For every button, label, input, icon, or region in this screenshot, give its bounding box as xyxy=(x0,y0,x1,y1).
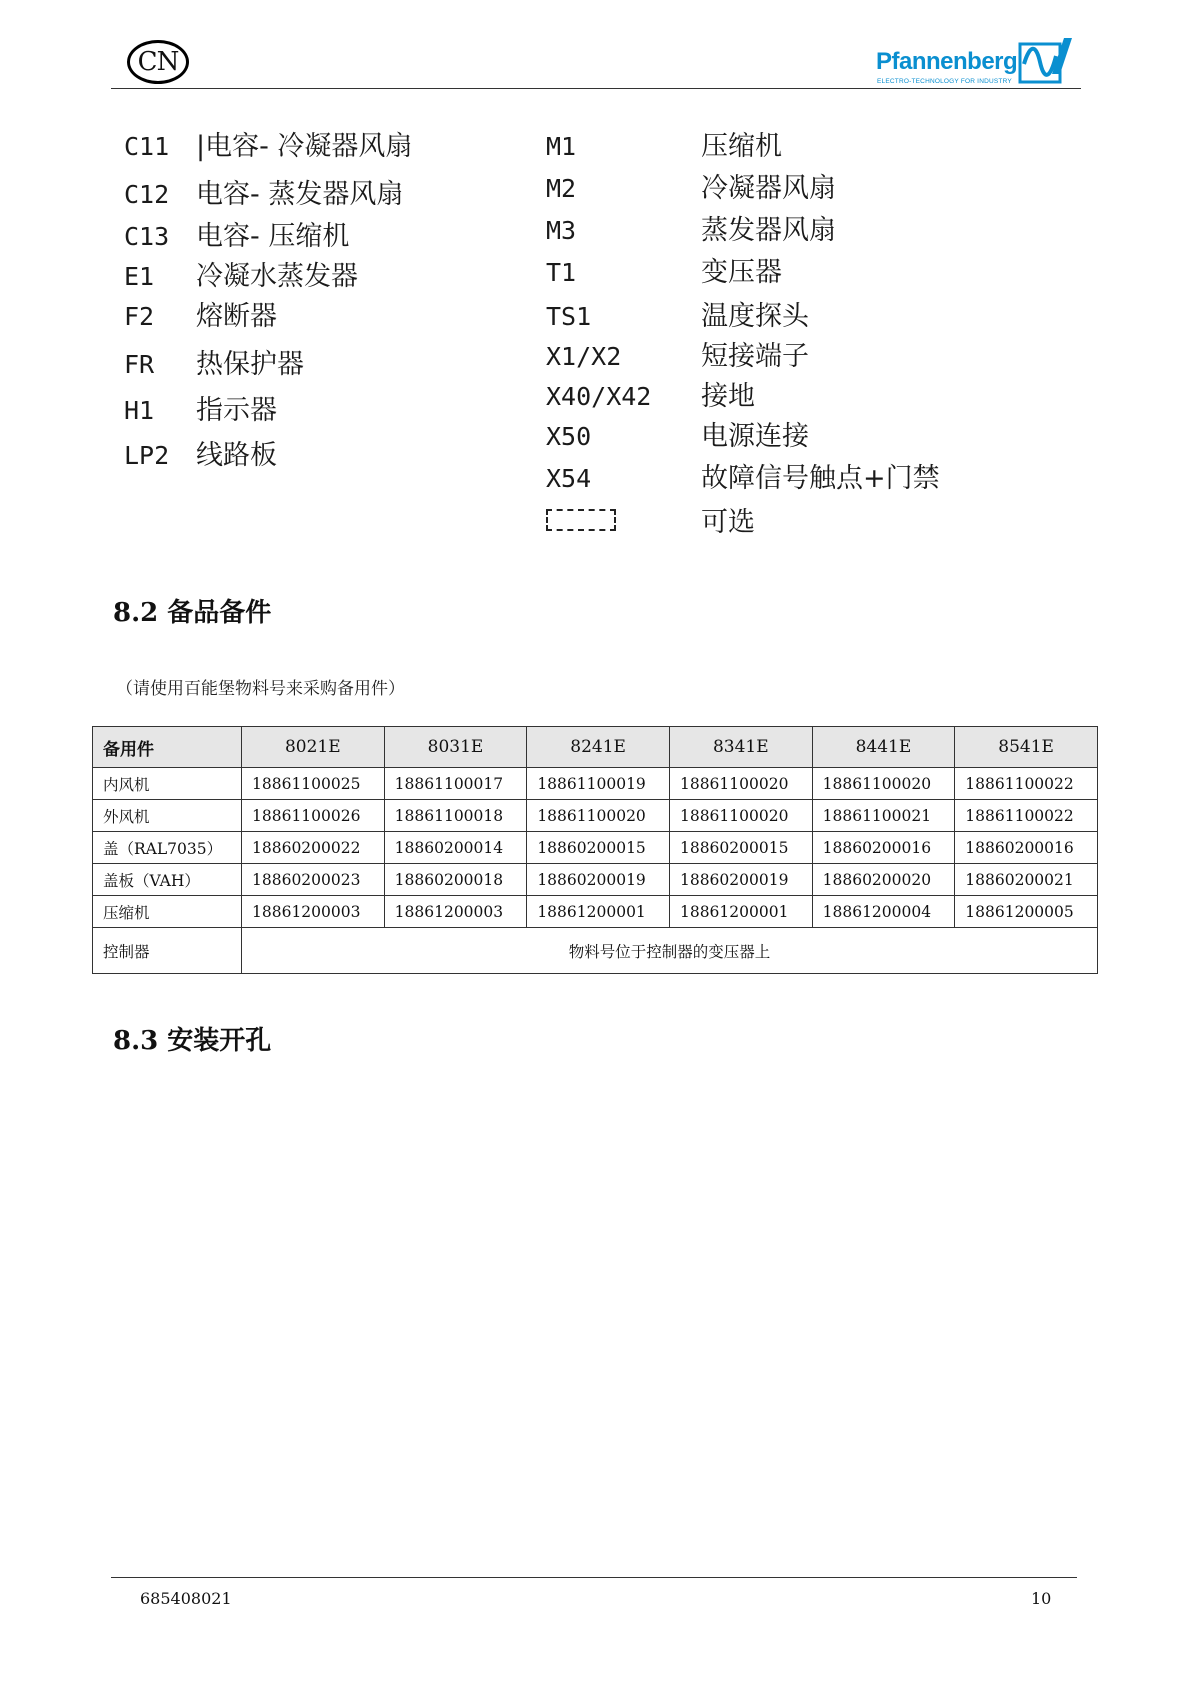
legend-item xyxy=(546,166,836,205)
row-label: 外风机 xyxy=(93,800,242,832)
legend-desc: 接地 xyxy=(701,381,755,412)
part-number: 18861100017 xyxy=(384,768,527,800)
legend-item xyxy=(546,124,782,163)
row-label: 控制器 xyxy=(93,928,242,974)
part-number: 18861100020 xyxy=(669,768,812,800)
legend-desc: 熔断器 xyxy=(196,301,277,332)
row-label: 压缩机 xyxy=(93,896,242,928)
legend-desc: 电容- 压缩机 xyxy=(196,221,350,252)
brand-tagline: ELECTRO-TECHNOLOGY FOR INDUSTRY xyxy=(877,78,1012,85)
page-number: 10 xyxy=(1031,1589,1052,1608)
legend-item xyxy=(124,124,412,163)
legend-desc: 热保护器 xyxy=(196,349,304,380)
legend-desc: 可选 xyxy=(701,507,755,538)
legend-code: E1 xyxy=(124,262,155,291)
header-cell-model: 8541E xyxy=(955,727,1098,768)
row-label: 内风机 xyxy=(93,768,242,800)
legend-code: M1 xyxy=(546,132,577,161)
legend-item xyxy=(546,414,809,453)
country-badge: CN xyxy=(127,40,189,84)
part-number: 18861100020 xyxy=(812,768,955,800)
legend-code: LP2 xyxy=(124,441,170,470)
part-number: 18860200014 xyxy=(384,832,527,864)
legend-item xyxy=(124,254,358,293)
part-number: 18860200016 xyxy=(955,832,1098,864)
legend-desc: 故障信号触点+门禁 xyxy=(701,463,940,494)
legend-code: C12 xyxy=(124,180,170,209)
part-number: 18861200001 xyxy=(527,896,670,928)
table-row xyxy=(93,832,1098,864)
row-label: 盖（RAL7035） xyxy=(93,832,242,864)
legend-desc: 短接端子 xyxy=(701,341,809,372)
legend-item xyxy=(124,172,403,211)
legend-desc: 线路板 xyxy=(196,440,277,471)
legend-desc: |电容- 冷凝器风扇 xyxy=(196,131,413,162)
legend-desc: 电源连接 xyxy=(701,421,809,452)
part-number: 18861100018 xyxy=(384,800,527,832)
section-heading-mounting-cutout: 8.3 安装开孔 xyxy=(113,1026,272,1056)
header-divider xyxy=(111,88,1081,89)
part-number: 18860200015 xyxy=(669,832,812,864)
legend-item xyxy=(546,294,809,333)
legend-item xyxy=(124,433,277,472)
header-cell-label: 备用件 xyxy=(93,727,242,768)
legend-desc: 温度探头 xyxy=(701,301,809,332)
part-number: 18860200019 xyxy=(527,864,670,896)
part-number: 18861100021 xyxy=(812,800,955,832)
part-number: 18860200015 xyxy=(527,832,670,864)
part-number: 18860200019 xyxy=(669,864,812,896)
legend-code: TS1 xyxy=(546,302,592,331)
legend-code: M2 xyxy=(546,174,577,203)
legend-code: X1/X2 xyxy=(546,342,622,371)
legend-code: X54 xyxy=(546,464,592,493)
part-number: 18861100020 xyxy=(527,800,670,832)
controller-note: 物料号位于控制器的变压器上 xyxy=(242,928,1098,974)
legend-desc: 蒸发器风扇 xyxy=(701,215,836,246)
table-row xyxy=(93,864,1098,896)
legend-code: FR xyxy=(124,350,155,379)
table-row xyxy=(93,800,1098,832)
dashed-box-icon xyxy=(546,509,616,531)
legend-item xyxy=(124,214,349,253)
brand-mark-icon xyxy=(1016,34,1076,88)
legend-item xyxy=(546,250,782,289)
part-number: 18861100026 xyxy=(242,800,385,832)
legend-item-optional xyxy=(546,500,755,539)
part-number: 18861200003 xyxy=(242,896,385,928)
legend-desc: 变压器 xyxy=(701,257,782,288)
part-number: 18860200022 xyxy=(242,832,385,864)
legend-code: X40/X42 xyxy=(546,382,652,411)
header-cell-model: 8031E xyxy=(384,727,527,768)
part-number: 18861200003 xyxy=(384,896,527,928)
part-number: 18861100022 xyxy=(955,800,1098,832)
brand-name: Pfannenberg xyxy=(876,48,1018,75)
part-number: 18860200023 xyxy=(242,864,385,896)
spare-parts-note: （请使用百能堡物料号来采购备用件） xyxy=(116,679,405,699)
document-number: 685408021 xyxy=(140,1589,232,1608)
header-cell-model: 8341E xyxy=(669,727,812,768)
legend-desc: 压缩机 xyxy=(701,131,782,162)
legend-item xyxy=(546,334,809,373)
legend-desc: 电容- 蒸发器风扇 xyxy=(196,179,404,210)
table-row-controller xyxy=(93,928,1098,974)
header-cell-model: 8241E xyxy=(527,727,670,768)
header-cell-model: 8441E xyxy=(812,727,955,768)
part-number: 18861200001 xyxy=(669,896,812,928)
part-number: 18860200020 xyxy=(812,864,955,896)
legend-code: C11 xyxy=(124,132,170,161)
legend-desc: 冷凝水蒸发器 xyxy=(196,261,358,292)
part-number: 18861100020 xyxy=(669,800,812,832)
table-row xyxy=(93,768,1098,800)
part-number: 18861100025 xyxy=(242,768,385,800)
part-number: 18860200021 xyxy=(955,864,1098,896)
part-number: 18860200018 xyxy=(384,864,527,896)
legend-item xyxy=(546,456,940,495)
part-number: 18861100019 xyxy=(527,768,670,800)
legend-code: X50 xyxy=(546,422,592,451)
legend-item xyxy=(124,342,304,381)
table-header-row xyxy=(93,727,1098,768)
legend-code: H1 xyxy=(124,396,155,425)
optional-symbol xyxy=(546,505,701,535)
part-number: 18861200005 xyxy=(955,896,1098,928)
part-number: 18861200004 xyxy=(812,896,955,928)
legend-code: M3 xyxy=(546,216,577,245)
row-label: 盖板（VAH） xyxy=(93,864,242,896)
legend-code: C13 xyxy=(124,222,170,251)
part-number: 18860200016 xyxy=(812,832,955,864)
footer-divider xyxy=(111,1577,1077,1578)
legend-item xyxy=(546,208,836,247)
brand-logo xyxy=(876,34,1076,88)
spare-parts-table xyxy=(92,726,1098,974)
legend-item xyxy=(124,388,277,427)
header-cell-model: 8021E xyxy=(242,727,385,768)
legend-code: F2 xyxy=(124,302,155,331)
part-number: 18861100022 xyxy=(955,768,1098,800)
section-heading-spare-parts: 8.2 备品备件 xyxy=(113,598,272,628)
legend-code: T1 xyxy=(546,258,577,287)
legend-item xyxy=(546,374,755,413)
table-row xyxy=(93,896,1098,928)
legend-item xyxy=(124,294,277,333)
legend-desc: 冷凝器风扇 xyxy=(701,173,836,204)
legend-desc: 指示器 xyxy=(196,395,277,426)
